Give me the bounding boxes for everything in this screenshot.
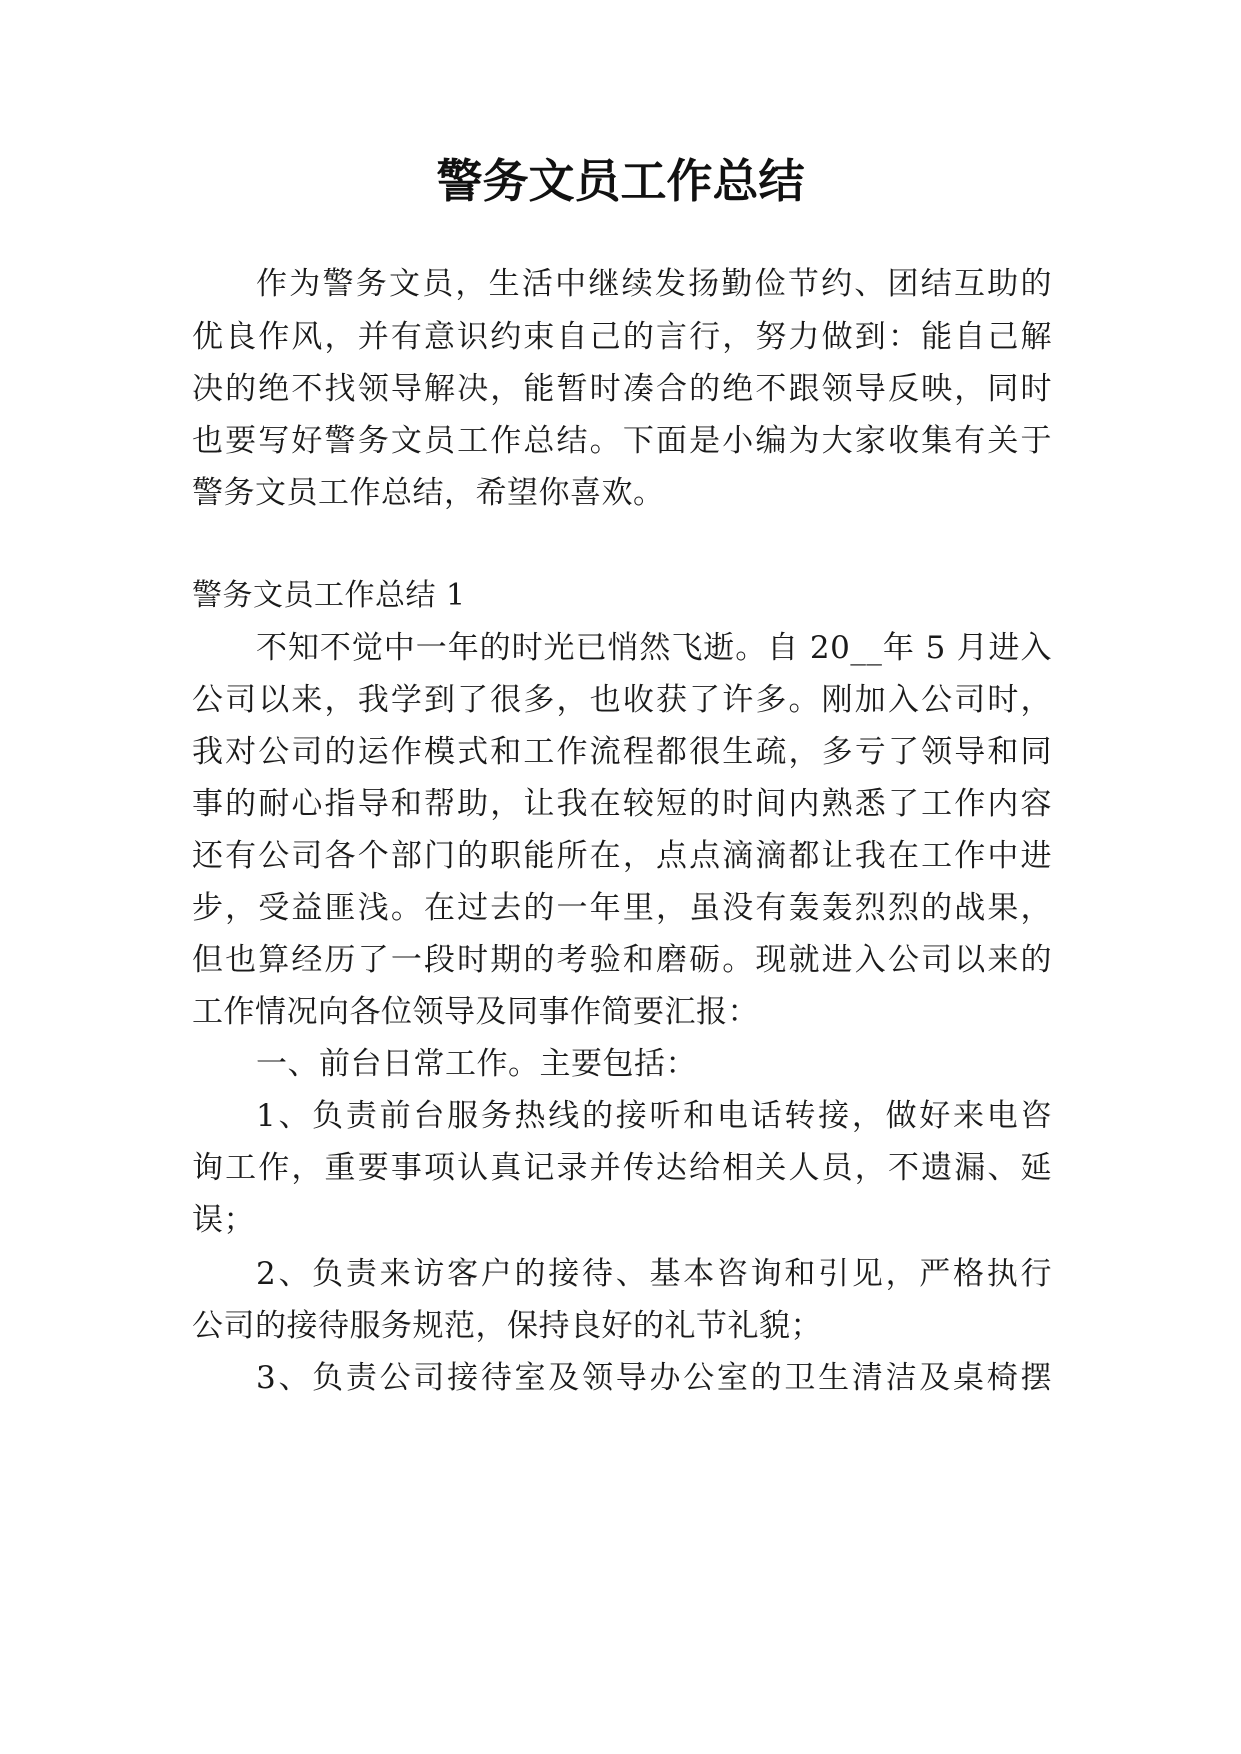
intro-line: 也要写好警务文员工作总结。下面是小编为大家收集有关于: [192, 423, 1052, 459]
intro-line: 决的绝不找领导解决，能暂时凑合的绝不跟领导反映，同时: [192, 371, 1052, 407]
list-item-line: 2、负责来访客户的接待、基本咨询和引见，严格执行: [256, 1256, 1052, 1292]
document-title: 警务文员工作总结: [436, 154, 805, 208]
intro-line: 作为警务文员，生活中继续发扬勤俭节约、团结互助的: [256, 266, 1052, 302]
paragraph-line: 但也算经历了一段时期的考验和磨砺。现就进入公司以来的: [192, 942, 1052, 978]
paragraph-line: 不知不觉中一年的时光已悄然飞逝。自 20__年 5 月进入: [256, 630, 1052, 666]
paragraph-line: 工作情况向各位领导及同事作简要汇报：: [192, 994, 759, 1030]
list-item-line: 询工作，重要事项认真记录并传达给相关人员，不遗漏、延: [192, 1150, 1052, 1186]
section-heading: 警务文员工作总结 1: [192, 578, 466, 613]
paragraph-line: 步，受益匪浅。在过去的一年里，虽没有轰轰烈烈的战果，: [192, 890, 1052, 926]
list-item-line: 3、负责公司接待室及领导办公室的卫生清洁及桌椅摆: [256, 1360, 1052, 1396]
paragraph-line: 还有公司各个部门的职能所在，点点滴滴都让我在工作中进: [192, 838, 1052, 874]
paragraph-line: 公司以来，我学到了很多，也收获了许多。刚加入公司时，: [192, 682, 1052, 718]
paragraph-line: 事的耐心指导和帮助，让我在较短的时间内熟悉了工作内容: [192, 786, 1052, 822]
list-item-line: 误；: [192, 1202, 255, 1238]
intro-line: 警务文员工作总结，希望你喜欢。: [192, 475, 665, 511]
list-item-line: 1、负责前台服务热线的接听和电话转接，做好来电咨: [256, 1098, 1052, 1134]
subheading: 一、前台日常工作。主要包括：: [256, 1046, 697, 1082]
list-item-line: 公司的接待服务规范，保持良好的礼节礼貌；: [192, 1308, 822, 1344]
intro-line: 优良作风，并有意识约束自己的言行，努力做到：能自己解: [192, 319, 1052, 355]
paragraph-line: 我对公司的运作模式和工作流程都很生疏，多亏了领导和同: [192, 734, 1052, 770]
